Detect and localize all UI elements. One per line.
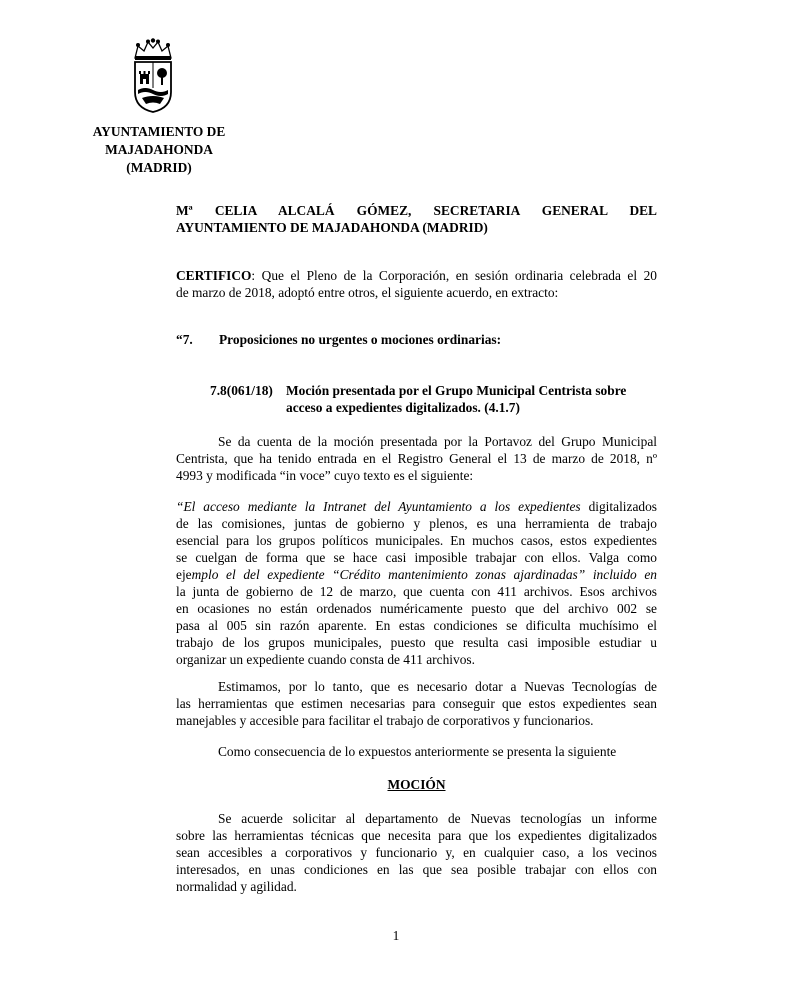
item-title: Moción presentada por el Grupo Municipal Centrista sobre xyxy=(286,383,627,398)
resolution-paragraph xyxy=(176,810,657,895)
quote-line: “El acceso mediante la Intranet del Ayuntamiento a los expedientes digitalizados xyxy=(176,499,657,514)
second-paragraph xyxy=(176,678,657,729)
quote-line: ejemplo el del expediente “Crédito mantenimiento zonas ajardinadas” incluido en xyxy=(176,567,657,582)
intro-line: 4993 y modificada “in voce” cuyo texto es el siguiente: xyxy=(176,468,474,483)
page-number: 1 xyxy=(392,928,400,943)
council-name-line: MAJADAHONDA xyxy=(105,142,213,157)
intro-line: Centrista, que ha tenido entrada en el Registro General el 13 de marzo de 2018, nº xyxy=(176,451,657,466)
certifico-label: CERTIFICO xyxy=(176,268,252,283)
section-number: “7. xyxy=(176,332,193,347)
certifico-paragraph xyxy=(176,267,657,301)
quoted-motion-text xyxy=(176,498,657,668)
quote-line: esencial para los grupos políticos municipales. En muchos casos, estos expedientes xyxy=(176,533,657,548)
para-line: las herramientas que estimen necesarias para conseguir que estos expedientes sean xyxy=(176,696,657,711)
heading-line: AYUNTAMIENTO DE MAJADAHONDA (MADRID) xyxy=(176,220,488,235)
para-line: Como consecuencia de lo expuestos anteriormente se presenta la siguiente xyxy=(218,744,617,759)
quote-line: de las comisiones, juntas de gobierno y plenos, es una herramienta de trabajo xyxy=(176,516,657,531)
intro-paragraph xyxy=(176,433,657,484)
agenda-item xyxy=(210,382,626,416)
para-line: interesados, en unas condiciones en las que sea posible trabajar con ellos con xyxy=(176,862,657,877)
council-header xyxy=(76,123,242,177)
council-region: (MADRID) xyxy=(126,160,192,175)
coat-of-arms-icon xyxy=(130,38,176,114)
section-title: Proposiciones no urgentes o mociones ordinarias: xyxy=(219,332,502,347)
section-heading xyxy=(176,332,501,348)
quote-line: se cuelgan de forma que se hace casi imposible trabajar con ellos. Valga como xyxy=(176,550,657,565)
certifico-line: CERTIFICO: Que el Pleno de la Corporación, en sesión ordinaria celebrada el 20 xyxy=(176,268,657,283)
quote-line: trabajo de los grupos municipales, puesto que resulta casi imposible estudiar u xyxy=(176,635,657,650)
third-paragraph xyxy=(176,743,657,760)
para-line: sean accesibles a corporativos y funcionario y, en cualquier caso, a los vecinos xyxy=(176,845,657,860)
para-line: sobre las herramientas técnicas que necesita para que los expedientes digitalizados xyxy=(176,828,657,843)
heading-line: Mª CELIA ALCALÁ GÓMEZ, SECRETARIA GENERAL DEL xyxy=(176,203,657,218)
item-title: acceso a expedientes digitalizados. (4.1.7) xyxy=(286,400,520,415)
para-line: Se acuerde solicitar al departamento de Nuevas tecnologías un informe xyxy=(218,811,657,826)
para-line: normalidad y agilidad. xyxy=(176,879,297,894)
quote-line: en ocasiones no están ordenados numéricamente puesto que del archivo 002 se xyxy=(176,601,657,616)
para-line: Estimamos, por lo tanto, que es necesario dotar a Nuevas Tecnologías de xyxy=(218,679,657,694)
quote-line: organizar un expediente cuando consta de 411 archivos. xyxy=(176,652,475,667)
signatory-heading xyxy=(176,202,657,236)
mocion-title: MOCIÓN xyxy=(387,777,446,792)
quote-line: pasa al 005 sin razón aparente. En estas condiciones se dificulta muchísimo el xyxy=(176,618,657,633)
para-line: manejables y accesible para facilitar el trabajo de corporativos y funcionarios. xyxy=(176,713,594,728)
quote-line: la junta de gobierno de 12 de marzo, que cuenta con 411 archivos. Esos archivos xyxy=(176,584,657,599)
intro-line: Se da cuenta de la moción presentada por la Portavoz del Grupo Municipal xyxy=(218,434,657,449)
council-name-line: AYUNTAMIENTO DE xyxy=(92,124,226,139)
certifico-line: de marzo de 2018, adoptó entre otros, el siguiente acuerdo, en extracto: xyxy=(176,285,559,300)
item-code: 7.8(061/18) xyxy=(210,383,273,398)
